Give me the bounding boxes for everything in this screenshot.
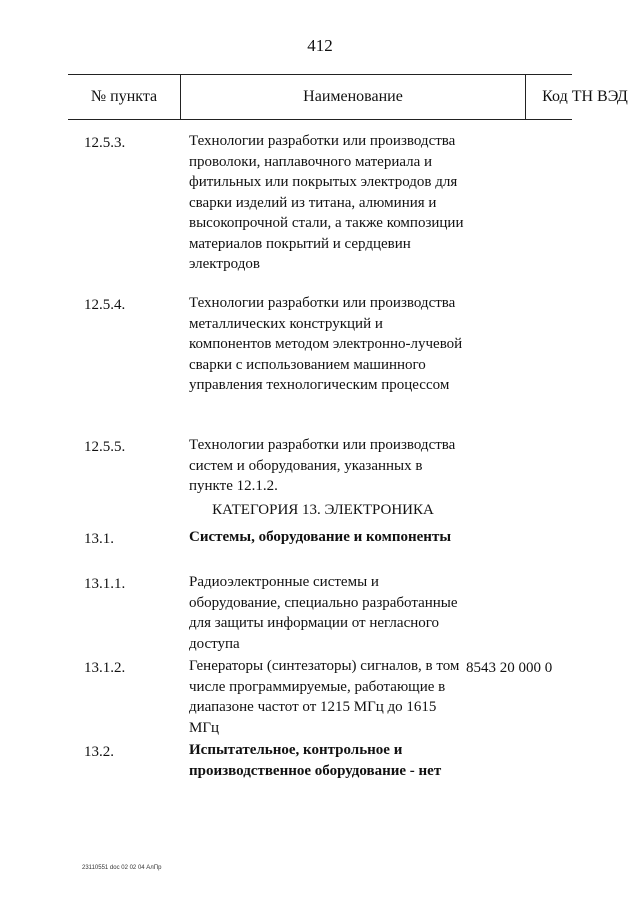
- row-text: Технологии разработки или производства металлических конструкций и компонентов методом электронно-лучевой сварки с использованием машинного управления технологическим процессом: [189, 295, 463, 393]
- header-number-column: № пункта: [90, 88, 158, 105]
- row-number: 12.5.5.: [84, 439, 126, 455]
- header-code-column: Код ТН ВЭД: [542, 88, 628, 105]
- footer-document-code: 23110551 doc 02 02 04 АлПр: [82, 865, 162, 871]
- row-text: Испытательное, контрольное и производственное оборудование - нет: [189, 742, 442, 779]
- row-number: 12.5.3.: [84, 135, 126, 151]
- row-number: 13.2.: [84, 744, 114, 760]
- row-number: 13.1.: [84, 531, 114, 547]
- page-number: 412: [307, 36, 333, 55]
- row-text: Генераторы (синтезаторы) сигналов, в том числе программируемые, работающие в диапазоне частот от 1215 МГц до 1615 МГц: [189, 658, 460, 736]
- category-heading: КАТЕГОРИЯ 13. ЭЛЕКТРОНИКА: [212, 502, 434, 518]
- table-header: [68, 74, 628, 120]
- row-text: Технологии разработки или производства проволоки, наплавочного материала и фитильных или покрытых электродов для сварки изделий из титана, алюминия и высокопрочной стали, а также композиции материалов покрытий и сердцевин электродов: [189, 133, 464, 272]
- row-text: Системы, оборудование и компоненты: [189, 529, 452, 545]
- row-number: 12.5.4.: [84, 297, 126, 313]
- row-number: 13.1.1.: [84, 576, 126, 592]
- row-number: 13.1.2.: [84, 660, 126, 676]
- row-code: 8543 20 000 0: [466, 660, 553, 676]
- row-text: Радиоэлектронные системы и оборудование, специально разработанные для защиты информации от негласного доступа: [189, 574, 458, 652]
- row-text: Технологии разработки или производства систем и оборудования, указанных в пункте 12.1.2.: [189, 437, 456, 494]
- header-name-column: Наименование: [180, 75, 526, 119]
